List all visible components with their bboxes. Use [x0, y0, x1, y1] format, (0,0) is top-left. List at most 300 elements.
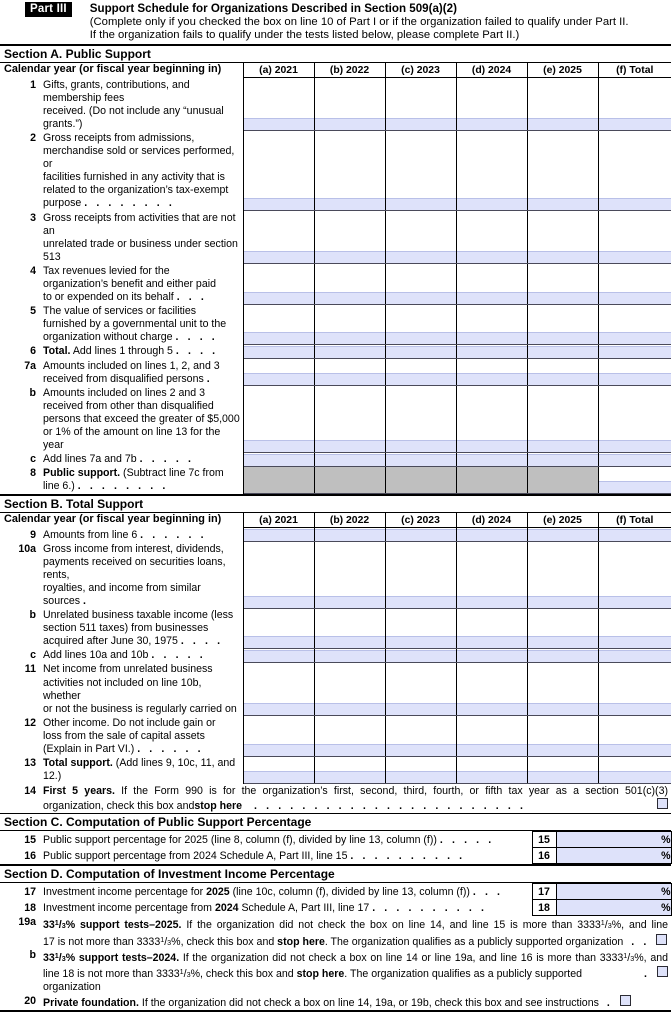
- column-header-6: (f) Total: [598, 513, 671, 528]
- entry-cell-r1-c1[interactable]: [243, 528, 314, 542]
- entry-field[interactable]: [315, 650, 385, 662]
- pct-value-field[interactable]: %: [556, 900, 671, 916]
- entry-field[interactable]: [457, 596, 527, 608]
- entry-field[interactable]: [528, 292, 598, 304]
- entry-field[interactable]: [244, 373, 314, 385]
- entry-field[interactable]: [528, 440, 598, 452]
- row-description: [0, 648, 243, 662]
- entry-field[interactable]: [386, 650, 456, 662]
- entry-field[interactable]: [244, 703, 314, 715]
- line-14-checkbox[interactable]: [657, 798, 668, 809]
- entry-cell-r3-c6[interactable]: [598, 608, 671, 648]
- entry-cell-r4-c4[interactable]: [456, 264, 527, 304]
- entry-cell-r8-c1[interactable]: [243, 386, 314, 452]
- entry-cell-r7-c1[interactable]: [243, 756, 314, 783]
- entry-cell-r6-c3[interactable]: [385, 716, 456, 756]
- entry-cell-r2-c2[interactable]: [314, 542, 385, 608]
- entry-field[interactable]: [528, 118, 598, 130]
- section-b-table: [0, 513, 671, 784]
- entry-field[interactable]: [315, 636, 385, 648]
- entry-cell-r6-c2[interactable]: [314, 716, 385, 756]
- entry-field[interactable]: [315, 346, 385, 358]
- entry-cell-r1-c2[interactable]: [314, 528, 385, 542]
- table-row: [0, 386, 671, 452]
- pct-line-box: 17: [532, 884, 556, 900]
- entry-field[interactable]: [315, 744, 385, 756]
- entry-cell-r5-c4[interactable]: [456, 662, 527, 715]
- column-header-5: (e) 2025: [527, 513, 598, 528]
- entry-cell-r5-c4[interactable]: [456, 304, 527, 344]
- entry-cell-r7-c6[interactable]: [598, 756, 671, 783]
- entry-field[interactable]: [386, 373, 456, 385]
- entry-cell-r6-c3[interactable]: [385, 344, 456, 358]
- entry-cell-r4-c3[interactable]: [385, 648, 456, 662]
- entry-field[interactable]: [244, 198, 314, 210]
- row-number: b: [29, 609, 36, 622]
- entry-cell-r4-c6[interactable]: [598, 648, 671, 662]
- table-row: [0, 452, 671, 466]
- row-label: The value of services or facilities furnished by a governmental unit to the organization without charge . . . .: [43, 305, 227, 344]
- entry-field[interactable]: [244, 292, 314, 304]
- entry-field[interactable]: [457, 440, 527, 452]
- entry-field[interactable]: [457, 636, 527, 648]
- row-description: [0, 542, 243, 608]
- test-checkbox-19a[interactable]: [656, 934, 667, 945]
- pct-label: Investment income percentage from 2024 Schedule A, Part III, line 17 . . . . . . . . . .: [43, 901, 488, 914]
- entry-field[interactable]: [244, 596, 314, 608]
- entry-cell-r6-c5[interactable]: [527, 716, 598, 756]
- entry-cell-r7-c5[interactable]: [527, 756, 598, 783]
- test-leader-20: .: [606, 996, 613, 1009]
- entry-cell-r7-c5[interactable]: [527, 359, 598, 386]
- entry-field[interactable]: [599, 332, 672, 344]
- entry-cell-r9-c1[interactable]: [243, 452, 314, 466]
- entry-field[interactable]: [386, 332, 456, 344]
- section-a-table: [0, 63, 671, 494]
- entry-cell-r4-c1[interactable]: [243, 648, 314, 662]
- entry-field[interactable]: [528, 251, 598, 263]
- entry-field[interactable]: [528, 771, 598, 783]
- entry-cell-r3-c5[interactable]: [527, 608, 598, 648]
- entry-field[interactable]: [386, 703, 456, 715]
- line-14-text-2a: organization, check this box and: [43, 800, 195, 812]
- row-description: [0, 662, 243, 715]
- entry-field[interactable]: [315, 596, 385, 608]
- entry-field[interactable]: [315, 118, 385, 130]
- row-number: 12: [24, 716, 36, 729]
- entry-cell-r1-c4[interactable]: [456, 528, 527, 542]
- fraction-33-third: $33^1/3$: [43, 918, 66, 932]
- entry-field[interactable]: [386, 454, 456, 466]
- entry-field[interactable]: [457, 198, 527, 210]
- entry-field[interactable]: [528, 703, 598, 715]
- entry-cell-r1-c3[interactable]: [385, 78, 456, 131]
- pct-number: 15: [24, 833, 36, 846]
- row-number: 3: [30, 211, 36, 224]
- entry-field[interactable]: [599, 454, 672, 466]
- fraction-33-third: $33^1/3$: [611, 950, 635, 964]
- entry-cell-r3-c6[interactable]: [598, 211, 671, 264]
- entry-cell-r9-c6[interactable]: [598, 452, 671, 466]
- entry-field: [386, 482, 456, 493]
- row-description: [0, 264, 243, 304]
- entry-field[interactable]: [528, 650, 598, 662]
- fraction-33-third: $33^1/3$: [588, 918, 612, 932]
- entry-field[interactable]: [528, 454, 598, 466]
- entry-field[interactable]: [244, 744, 314, 756]
- line-14-text-2: [43, 798, 668, 813]
- entry-field[interactable]: [315, 440, 385, 452]
- entry-cell-r4-c5[interactable]: [527, 264, 598, 304]
- entry-field[interactable]: [386, 636, 456, 648]
- entry-field[interactable]: [386, 440, 456, 452]
- entry-field[interactable]: [599, 373, 672, 385]
- entry-field: [457, 482, 527, 493]
- entry-cell-r2-c4[interactable]: [456, 131, 527, 211]
- test-number-20: 20: [24, 994, 36, 1007]
- entry-cell-r2-c5[interactable]: [527, 542, 598, 608]
- table-row: [0, 211, 671, 264]
- entry-cell-r7-c2[interactable]: [314, 756, 385, 783]
- row-label: Add lines 7a and 7b . . . . .: [43, 453, 194, 466]
- entry-field: [244, 482, 314, 493]
- test-leader-19b: .: [644, 968, 651, 981]
- entry-cell-r5-c1[interactable]: [243, 304, 314, 344]
- entry-field[interactable]: [457, 650, 527, 662]
- entry-field[interactable]: [315, 332, 385, 344]
- entry-cell-r4-c5[interactable]: [527, 648, 598, 662]
- row-label: Add lines 10a and 10b . . . . .: [43, 649, 206, 662]
- entry-cell-r8-c4[interactable]: [456, 386, 527, 452]
- entry-cell-r6-c1[interactable]: [243, 344, 314, 358]
- pct-number: 16: [24, 849, 36, 862]
- entry-field[interactable]: [528, 744, 598, 756]
- pct-line-box: 16: [532, 848, 556, 864]
- entry-cell-r1-c5[interactable]: [527, 78, 598, 131]
- entry-field[interactable]: [457, 251, 527, 263]
- test-line-20-text: Private foundation. If the organization did not check a box on line 14, 19a, or 19b, check this box and see instructions: [43, 996, 599, 1009]
- entry-field[interactable]: [244, 529, 314, 541]
- entry-cell-r4-c4[interactable]: [456, 648, 527, 662]
- table-row: [0, 359, 671, 386]
- entry-field[interactable]: [599, 292, 672, 304]
- entry-field[interactable]: [315, 373, 385, 385]
- column-header-3: (c) 2023: [385, 513, 456, 528]
- entry-field[interactable]: [457, 703, 527, 715]
- entry-field[interactable]: [244, 650, 314, 662]
- entry-field[interactable]: [315, 454, 385, 466]
- entry-field[interactable]: [599, 636, 672, 648]
- row-label: Unrelated business taxable income (less section 511 taxes) from businesses acquired after June 30, 1975 . . . .: [43, 609, 234, 648]
- entry-cell-r8-c5[interactable]: [527, 386, 598, 452]
- entry-cell-r4-c3[interactable]: [385, 264, 456, 304]
- row-number: 13: [24, 757, 36, 770]
- entry-cell-r2-c3[interactable]: [385, 542, 456, 608]
- table-row: [0, 528, 671, 542]
- entry-field[interactable]: [315, 703, 385, 715]
- entry-cell-r1-c3[interactable]: [385, 528, 456, 542]
- entry-cell-r4-c2[interactable]: [314, 264, 385, 304]
- row-description: [0, 211, 243, 264]
- row-label: Gifts, grants, contributions, and membership fees received. (Do not include any “unusual grants.”): [43, 78, 224, 130]
- column-header-6: (f) Total: [598, 63, 671, 78]
- row-label: Amounts included on lines 2 and 3 received from other than disqualified persons that exceed the greater of $5,000 or 1% of the amount on line 13 for the year: [43, 386, 240, 452]
- entry-field[interactable]: [599, 440, 672, 452]
- entry-field[interactable]: [457, 346, 527, 358]
- entry-cell-r5-c2[interactable]: [314, 304, 385, 344]
- entry-field[interactable]: [386, 771, 456, 783]
- entry-cell-r8-c6[interactable]: [598, 386, 671, 452]
- entry-cell-r3-c2[interactable]: [314, 608, 385, 648]
- pct-row: [0, 848, 671, 864]
- pct-label: Investment income percentage for 2025 (line 10c, column (f), divided by line 13, column (f)) . . .: [43, 885, 504, 898]
- entry-field[interactable]: [244, 332, 314, 344]
- row-description: [0, 344, 243, 358]
- test-line2-19a: [43, 933, 668, 949]
- row-number: 6: [30, 345, 36, 358]
- entry-cell-r3-c3[interactable]: [385, 608, 456, 648]
- entry-cell-r6-c4[interactable]: [456, 344, 527, 358]
- line-14-text-1: [43, 785, 668, 798]
- entry-cell-r5-c1[interactable]: [243, 662, 314, 715]
- entry-cell-r1-c6[interactable]: [598, 78, 671, 131]
- entry-cell-r3-c4[interactable]: [456, 608, 527, 648]
- row-description: [0, 78, 243, 131]
- row-number: 11: [24, 663, 36, 676]
- entry-field[interactable]: [457, 744, 527, 756]
- entry-cell-r5-c3[interactable]: [385, 662, 456, 715]
- line-14-number: 14: [24, 784, 36, 797]
- column-header-4: (d) 2024: [456, 513, 527, 528]
- entry-field[interactable]: [315, 292, 385, 304]
- entry-field[interactable]: [599, 251, 672, 263]
- entry-field[interactable]: [528, 346, 598, 358]
- entry-field[interactable]: [244, 771, 314, 783]
- entry-cell-r3-c1[interactable]: [243, 211, 314, 264]
- entry-field[interactable]: [315, 198, 385, 210]
- entry-field[interactable]: [528, 332, 598, 344]
- entry-cell-r3-c2[interactable]: [314, 211, 385, 264]
- entry-cell-r7-c1[interactable]: [243, 359, 314, 386]
- entry-cell-r1-c1[interactable]: [243, 78, 314, 131]
- entry-cell-r6-c2[interactable]: [314, 344, 385, 358]
- entry-field: [528, 482, 598, 493]
- entry-cell-r5-c5[interactable]: [527, 304, 598, 344]
- entry-cell-r1-c2[interactable]: [314, 78, 385, 131]
- column-header-1: (a) 2021: [243, 63, 314, 78]
- entry-field[interactable]: [386, 596, 456, 608]
- entry-cell-r4-c6[interactable]: [598, 264, 671, 304]
- entry-cell-r3-c3[interactable]: [385, 211, 456, 264]
- entry-cell-r4-c1[interactable]: [243, 264, 314, 304]
- row-description: [0, 304, 243, 344]
- entry-cell-r6-c6[interactable]: [598, 344, 671, 358]
- entry-cell-r9-c5[interactable]: [527, 452, 598, 466]
- test-line2-19b: [43, 965, 668, 995]
- entry-field[interactable]: [599, 650, 672, 662]
- row-number: 9: [30, 528, 36, 541]
- entry-cell-r8-c3[interactable]: [385, 386, 456, 452]
- entry-cell-r6-c1[interactable]: [243, 716, 314, 756]
- row-label: Gross receipts from activities that are not an unrelated trade or business under section 513: [43, 211, 238, 263]
- entry-cell-r5-c3[interactable]: [385, 304, 456, 344]
- entry-cell-r2-c1[interactable]: [243, 131, 314, 211]
- test-body-20: [43, 995, 671, 1010]
- entry-cell-r1-c4[interactable]: [456, 78, 527, 131]
- entry-field[interactable]: [528, 636, 598, 648]
- entry-field[interactable]: [457, 454, 527, 466]
- entry-field[interactable]: [599, 596, 672, 608]
- fraction-33-third: $33^1/3$: [167, 967, 191, 981]
- entry-field[interactable]: [599, 481, 672, 493]
- column-header-4: (d) 2024: [456, 63, 527, 78]
- row-label: Total. Add lines 1 through 5 . . . .: [43, 345, 219, 358]
- entry-cell-r9-c2[interactable]: [314, 452, 385, 466]
- test-checkbox-20[interactable]: [620, 995, 631, 1006]
- entry-cell-r5-c6[interactable]: [598, 304, 671, 344]
- entry-field[interactable]: [386, 346, 456, 358]
- entry-field[interactable]: [244, 454, 314, 466]
- entry-cell-r3-c4[interactable]: [456, 211, 527, 264]
- entry-cell-r3-c1[interactable]: [243, 608, 314, 648]
- test-leader-19a: . .: [631, 935, 650, 948]
- line-14-leader: . . . . . . . . . . . . . . . . . . . . . . .: [254, 800, 526, 812]
- entry-cell-r1-c6[interactable]: [598, 528, 671, 542]
- entry-field[interactable]: [244, 440, 314, 452]
- entry-field[interactable]: [315, 251, 385, 263]
- entry-cell-r5-c6[interactable]: [598, 662, 671, 715]
- entry-cell-r5-c5[interactable]: [527, 662, 598, 715]
- entry-cell-r3-c5[interactable]: [527, 211, 598, 264]
- fraction-33-third: $33^1/3$: [148, 934, 172, 948]
- entry-cell-r9-c3[interactable]: [385, 452, 456, 466]
- entry-field[interactable]: [599, 744, 672, 756]
- entry-field[interactable]: [244, 636, 314, 648]
- pct-value-field[interactable]: %: [556, 848, 671, 864]
- entry-field[interactable]: [599, 703, 672, 715]
- entry-field[interactable]: [457, 332, 527, 344]
- row-number: 8: [30, 467, 36, 480]
- entry-cell-r7-c3[interactable]: [385, 359, 456, 386]
- entry-field[interactable]: [528, 596, 598, 608]
- entry-cell-r6-c4[interactable]: [456, 716, 527, 756]
- entry-cell-r2-c4[interactable]: [456, 542, 527, 608]
- test-body-19b: [43, 949, 671, 995]
- table-row: [0, 466, 671, 493]
- entry-cell-r7-c4[interactable]: [456, 359, 527, 386]
- entry-field[interactable]: [599, 118, 672, 130]
- section-a-header: Section A. Public Support: [0, 44, 671, 63]
- part-title: Support Schedule for Organizations Described in Section 509(a)(2): [89, 2, 457, 15]
- row-description: [0, 386, 243, 452]
- support-tests-block: [0, 916, 671, 1010]
- entry-field[interactable]: [244, 118, 314, 130]
- entry-cell-r7-c2[interactable]: [314, 359, 385, 386]
- line-14-row: [0, 784, 671, 813]
- entry-cell-r1-c5[interactable]: [527, 528, 598, 542]
- entry-field[interactable]: [244, 346, 314, 358]
- entry-field[interactable]: [386, 292, 456, 304]
- pct-number: 18: [24, 901, 36, 914]
- test-line2-text-19b: line 18 is not more than 3333$^1$/3%, check this box and stop here. The organization qualifies as a publicly supported organization: [43, 967, 583, 994]
- entry-cell-r10-c4: [456, 466, 527, 493]
- row-number: 4: [30, 264, 36, 277]
- entry-field[interactable]: [386, 744, 456, 756]
- entry-field[interactable]: [528, 529, 598, 541]
- entry-field[interactable]: [386, 251, 456, 263]
- row-number: b: [29, 386, 36, 399]
- row-label: Amounts from line 6 . . . . . .: [43, 528, 207, 541]
- pct-value-field[interactable]: %: [556, 832, 671, 848]
- entry-field[interactable]: [457, 373, 527, 385]
- entry-cell-r5-c2[interactable]: [314, 662, 385, 715]
- entry-field[interactable]: [386, 529, 456, 541]
- row-number: 7a: [24, 359, 36, 372]
- entry-cell-r9-c4[interactable]: [456, 452, 527, 466]
- row-number: c: [30, 649, 36, 662]
- row-number: 5: [30, 305, 36, 318]
- pct-description: [0, 884, 532, 900]
- row-label: Total support. (Add lines 9, 10c, 11, and 12.): [43, 757, 236, 783]
- entry-cell-r2-c6[interactable]: [598, 542, 671, 608]
- entry-cell-r2-c5[interactable]: [527, 131, 598, 211]
- entry-cell-r6-c5[interactable]: [527, 344, 598, 358]
- row-label: Tax revenues levied for the organization’s benefit and either paid to or expended on its behalf . . .: [43, 264, 216, 304]
- table-row: [0, 648, 671, 662]
- row-label: Amounts included on lines 1, 2, and 3 received from disqualified persons .: [43, 359, 220, 385]
- entry-field[interactable]: [457, 118, 527, 130]
- entry-field[interactable]: [457, 771, 527, 783]
- entry-field[interactable]: [457, 529, 527, 541]
- entry-field[interactable]: [315, 771, 385, 783]
- entry-cell-r2-c1[interactable]: [243, 542, 314, 608]
- entry-cell-r10-c6[interactable]: [598, 466, 671, 493]
- row-description: [0, 756, 243, 783]
- entry-field[interactable]: [315, 529, 385, 541]
- entry-cell-r2-c6[interactable]: [598, 131, 671, 211]
- column-header-3: (c) 2023: [385, 63, 456, 78]
- entry-field[interactable]: [386, 198, 456, 210]
- part-badge: Part III: [25, 2, 72, 17]
- test-number-19a: 19a: [18, 916, 36, 929]
- entry-field[interactable]: [599, 529, 672, 541]
- entry-cell-r7-c3[interactable]: [385, 756, 456, 783]
- entry-cell-r8-c2[interactable]: [314, 386, 385, 452]
- row-label: Public support. (Subtract line 7c from line 6.) . . . . . . . .: [43, 467, 224, 493]
- pct-value-field[interactable]: %: [556, 884, 671, 900]
- entry-cell-r2-c2[interactable]: [314, 131, 385, 211]
- entry-field[interactable]: [244, 251, 314, 263]
- test-checkbox-19b[interactable]: [657, 966, 668, 977]
- entry-cell-r6-c6[interactable]: [598, 716, 671, 756]
- row-description: [0, 452, 243, 466]
- entry-field[interactable]: [528, 198, 598, 210]
- entry-cell-r7-c4[interactable]: [456, 756, 527, 783]
- entry-cell-r7-c6[interactable]: [598, 359, 671, 386]
- entry-field[interactable]: [457, 292, 527, 304]
- entry-field[interactable]: [386, 118, 456, 130]
- entry-field[interactable]: [599, 198, 672, 210]
- entry-field[interactable]: [528, 373, 598, 385]
- entry-cell-r2-c3[interactable]: [385, 131, 456, 211]
- section-d-header: Section D. Computation of Investment Income Percentage: [0, 864, 671, 883]
- entry-field[interactable]: [599, 771, 672, 783]
- table-header-desc: Calendar year (or fiscal year beginning in): [0, 63, 243, 78]
- entry-field[interactable]: [599, 346, 672, 358]
- table-row: [0, 78, 671, 131]
- test-row-20: [0, 995, 671, 1010]
- entry-cell-r4-c2[interactable]: [314, 648, 385, 662]
